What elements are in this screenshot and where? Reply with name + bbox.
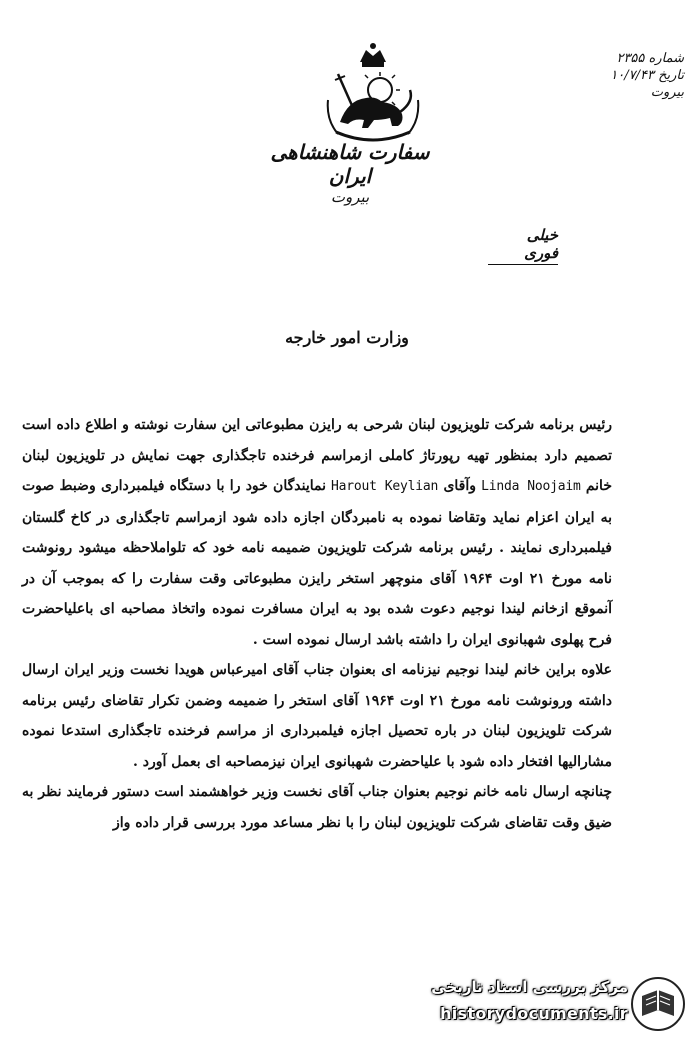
book-logo-icon	[630, 976, 686, 1032]
reference-number: شماره ۲۳۵۵	[616, 51, 684, 66]
latin-name: Linda Noojaim	[481, 479, 581, 494]
recipient-heading: وزارت امور خارجه	[285, 328, 409, 347]
watermark-url: historydocuments.ir	[440, 1004, 628, 1023]
body-paragraph: علاوه براین خانم لیندا نوجیم نیزنامه ای بعنوان جناب آقای امیرعباس هویدا نخست وزیر ایران ارسال داشته ورونوشت نامه مورخ ۲۱ اوت ۱۹۶۴ آقای استخر را ضمیمه وضمن تکرار تقاضای رئیس برنامه شرکت تلویزیون لبنان در باره تحصیل اجازه فیلمبرداری از مراسم فرخنده تاجگذاری استدعا نموده مشارالیها افتخار داده شود با علیاحضرت شهبانوی ایران نیزمصاحبه ای بعمل آورد .	[22, 662, 613, 770]
body-paragraph	[22, 410, 612, 655]
letterhead-title: سفارت شاهنشاهی ایران	[270, 140, 430, 188]
archive-watermark	[400, 972, 690, 1038]
reference-place: بیروت	[650, 85, 684, 100]
watermark-title: مرکز بررسی اسناد تاریخی	[431, 978, 628, 996]
reference-date: تاریخ ۱۰/۷/۴۳	[610, 68, 684, 83]
lion-and-sun-emblem	[318, 40, 428, 148]
letterhead-city: بیروت	[330, 188, 370, 206]
body-paragraph: چنانچه ارسال نامه خانم نوجیم بعنوان جناب آقای نخست وزیر خواهشمند است دستور فرمایند نظر به ضیق وقت تقاضای شرکت تلویزیون لبنان را با نظر مساعد مورد بررسی قرار داده واز	[22, 784, 612, 831]
urgency-label: خیلی فوری	[488, 226, 558, 265]
paragraph-text: وآقای	[443, 478, 477, 494]
paragraph-text: نمایندگان خود را با دستگاه فیلمبرداری وضبط صوت به ایران اعزام نماید وتقاضا نموده به نامبردگان اجازه داده شود ازمراسم تاجگذاری در کاخ گلستان فیلمبرداری نمایند . رئیس برنامه شرکت تلویزیون ضمیمه نامه خود که تلواملاحظه میشود رونوشت نامه مورخ ۲۱ اوت ۱۹۶۴ آقای منوچهر استخر رایزن مطبوعاتی وقت سفارت را که بموجب آن در آنموقع ازخانم لیندا نوجیم دعوت شده بود به ایران مسافرت نموده واتخاذ مصاحبه ای باعلیاحضرت فرح پهلوی شهبانوی ایران را داشته باشد ارسال نموده است .	[22, 478, 613, 648]
letter-body	[22, 410, 612, 838]
paragraph-text: رئیس برنامه شرکت تلویزیون لبنان شرحی به رایزن مطبوعاتی این سفارت نوشته و اطلاع داده است تصمیم دارد بمنظور تهیه رپورتاژ کاملی ازمراسم فرخنده تاجگذاری جهت نمایش در تلویزیون لبنان خانم	[22, 417, 612, 494]
latin-name: Harout Keylian	[331, 479, 439, 494]
reference-block	[598, 50, 684, 101]
